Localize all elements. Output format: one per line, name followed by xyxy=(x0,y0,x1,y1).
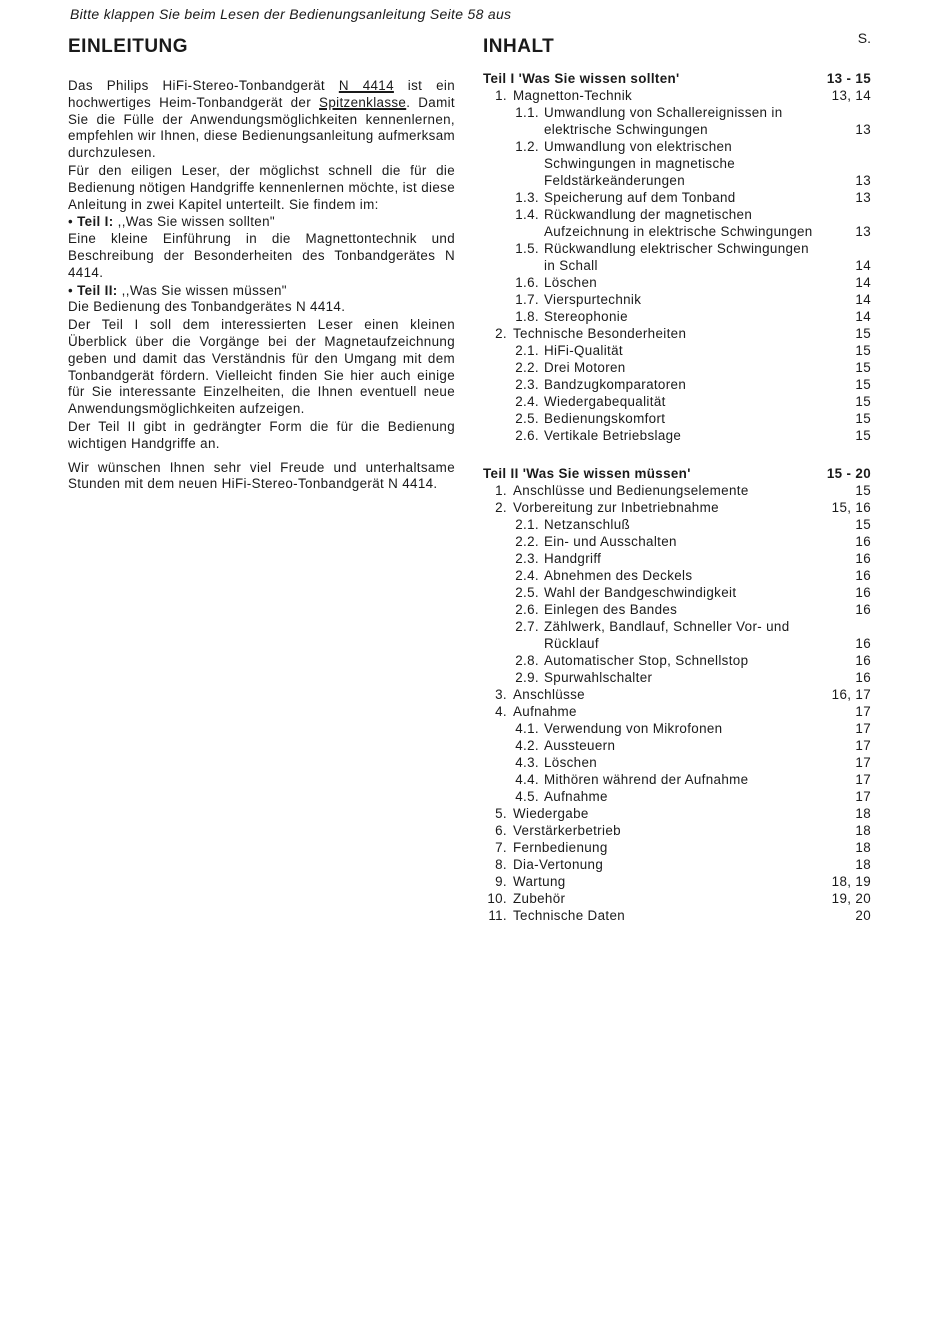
toc-entry xyxy=(483,104,881,138)
toc-entry-number: 2.2. xyxy=(515,360,539,375)
toc-entry-pages: 17 xyxy=(855,772,871,787)
toc-part-pages: 15 - 20 xyxy=(826,466,871,481)
toc-entry-number: 1.1. xyxy=(515,105,539,120)
toc-entry-pages: 18 xyxy=(855,840,871,855)
teil1-bullet: • Teil I: ,,Was Sie wissen sollten" xyxy=(68,214,275,230)
toc-entry-label: Anschlüsse und Bedienungselemente xyxy=(513,483,749,498)
toc-entry-label: Wartung xyxy=(513,874,566,889)
toc-entry-pages: 15 xyxy=(855,360,871,375)
toc-entry xyxy=(483,907,881,924)
toc-entry-pages: 18 xyxy=(855,823,871,838)
toc-entry-pages: 15 xyxy=(855,326,871,341)
toc-entry-pages: 17 xyxy=(855,755,871,770)
model-number: N 4414 xyxy=(338,78,394,93)
toc-entry-label: Dia-Vertonung xyxy=(513,857,604,872)
toc-entry-number: 2.1. xyxy=(515,343,539,358)
toc-entry xyxy=(483,533,881,550)
toc-entry-pages: 16 xyxy=(855,551,871,566)
toc-entry xyxy=(483,240,881,274)
toc-entry-number: 4.4. xyxy=(515,772,539,787)
toc-entry-number: 2.5. xyxy=(515,411,539,426)
toc-entry xyxy=(483,274,881,291)
toc-entry-label: Speicherung auf dem Tonband xyxy=(544,190,736,205)
toc-entry xyxy=(483,584,881,601)
toc-entry-pages: 16 xyxy=(855,568,871,583)
toc-entry-label: Anschlüsse xyxy=(513,687,585,702)
toc-entry-pages: 13 xyxy=(855,122,871,137)
toc-entry xyxy=(483,669,881,686)
toc-entry xyxy=(483,516,881,533)
toc-entry-pages: 14 xyxy=(855,258,871,273)
toc-entry-label: Netzanschluß xyxy=(544,517,631,532)
toc-part-1 xyxy=(483,70,881,444)
toc-entry-number: 1. xyxy=(495,483,507,498)
toc-entry-label: Technische Daten xyxy=(513,908,626,923)
intro-paragraph-5: Wir wünschen Ihnen sehr viel Freude und unterhaltsame Stunden mit dem neuen HiFi-Stereo-Tonbandgerät N 4414. xyxy=(68,459,455,492)
toc-entry-label: Fernbedienung xyxy=(513,840,608,855)
toc-entry-label: HiFi-Qualität xyxy=(544,343,623,358)
toc-entry-pages: 13, 14 xyxy=(831,88,871,103)
toc-entry-number: 9. xyxy=(495,874,507,889)
toc-entry-number: 1.4. xyxy=(515,207,539,222)
toc-entry-number: 1.8. xyxy=(515,309,539,324)
toc-entry-label: Automatischer Stop, Schnellstop xyxy=(544,653,749,668)
toc-entry-number: 2.3. xyxy=(515,551,539,566)
toc-entry-label: Löschen xyxy=(544,275,598,290)
toc-entry-number: 3. xyxy=(495,687,507,702)
toc-entry-number: 4.3. xyxy=(515,755,539,770)
toc-entry xyxy=(483,873,881,890)
toc-entry-number: 2.6. xyxy=(515,428,539,443)
toc-entry xyxy=(483,550,881,567)
toc-entry-label: Stereophonie xyxy=(544,309,628,324)
toc-entry-number: 2.2. xyxy=(515,534,539,549)
toc-entry-pages: 15 xyxy=(855,428,871,443)
toc-part-2 xyxy=(483,465,881,924)
toc-entry-label: Umwandlung von elektrischen Schwingungen in magnetische Feldstärkeänderungen xyxy=(544,139,736,188)
toc-entry-label: Zubehör xyxy=(513,891,566,906)
toc-entry-label: Handgriff xyxy=(544,551,602,566)
toc-entry-number: 4. xyxy=(495,704,507,719)
toc-entry-pages: 14 xyxy=(855,292,871,307)
toc-entry-number: 1.6. xyxy=(515,275,539,290)
toc-entry-label: Wahl der Bandgeschwindigkeit xyxy=(544,585,737,600)
toc-entry-number: 6. xyxy=(495,823,507,838)
toc-entry-pages: 19, 20 xyxy=(831,891,871,906)
toc-entry-number: 4.1. xyxy=(515,721,539,736)
toc-entry-pages: 15 xyxy=(855,377,871,392)
toc-entry-number: 1.7. xyxy=(515,292,539,307)
toc-entry-number: 11. xyxy=(488,908,507,923)
toc-entry-pages: 18, 19 xyxy=(831,874,871,889)
toc-entry-number: 1.5. xyxy=(515,241,539,256)
intro-paragraph-4: Der Teil II gibt in gedrängter Form die für die Bedienung wichtigen Handgriffe an. xyxy=(68,418,455,451)
toc-entry-label: Rückwandlung der magnetischen Aufzeichnung in elektrische Schwingungen xyxy=(544,207,813,239)
toc-entry-label: Vorbereitung zur Inbetriebnahme xyxy=(513,500,719,515)
toc-part-label: Teil II 'Was Sie wissen müssen' xyxy=(483,466,691,481)
toc-entry-label: Mithören während der Aufnahme xyxy=(544,772,749,787)
intro-paragraph-3: Der Teil I soll dem interessierten Leser einen kleinen Überblick über die Vorgänge bei der Magnetaufzeichnung geben und damit das Verständnis für den Umgang mit dem Tonbandgerät fördern. Vielleicht finden Sie hier auch einige für Sie interessante Einzelheiten, die Ihnen eventuell neue Anwendungsmöglichkeiten aufzeigen. xyxy=(68,317,455,417)
toc-entry-pages: 13 xyxy=(855,190,871,205)
toc-entry xyxy=(483,839,881,856)
toc-entry-number: 10. xyxy=(487,891,507,906)
toc-entry-number: 2.5. xyxy=(515,585,539,600)
toc-entry xyxy=(483,601,881,618)
toc-entry-label: Bedienungskomfort xyxy=(544,411,666,426)
toc-entry xyxy=(483,890,881,907)
toc-entry xyxy=(483,737,881,754)
toc-entry-pages: 15 xyxy=(855,483,871,498)
toc-entry-label: Ein- und Ausschalten xyxy=(544,534,677,549)
toc-entry-number: 8. xyxy=(495,857,507,872)
toc-entry xyxy=(483,325,881,342)
toc-part-pages: 13 - 15 xyxy=(826,71,871,86)
toc-entry-number: 2.6. xyxy=(515,602,539,617)
teil2-bullet: • Teil II: ,,Was Sie wissen müssen" xyxy=(68,282,287,298)
toc-entry-label: Bandzugkomparatoren xyxy=(544,377,687,392)
toc-entry-pages: 15 xyxy=(855,517,871,532)
toc-entry-pages: 16 xyxy=(855,636,871,651)
toc-entry xyxy=(483,308,881,325)
toc-entry-pages: 15, 16 xyxy=(831,500,871,515)
toc-entry-pages: 16 xyxy=(855,534,871,549)
toc-entry-number: 4.5. xyxy=(515,789,539,804)
toc-entry xyxy=(483,754,881,771)
toc-entry-pages: 17 xyxy=(855,789,871,804)
toc-entry-label: Technische Besonderheiten xyxy=(513,326,687,341)
toc-entry-pages: 15 xyxy=(855,343,871,358)
toc-entry xyxy=(483,427,881,444)
toc-entry xyxy=(483,359,881,376)
toc-entry xyxy=(483,686,881,703)
toc-entry xyxy=(483,567,881,584)
toc-entry-number: 2. xyxy=(495,326,507,341)
toc-entry-pages: 13 xyxy=(855,173,871,188)
toc-entry xyxy=(483,138,881,189)
toc-title: INHALT xyxy=(483,36,555,57)
toc-entry-number: 1.2. xyxy=(515,139,539,154)
toc-entry-number: 2.8. xyxy=(515,653,539,668)
teil1-description: Eine kleine Einführung in die Magnettontechnik und Beschreibung der Besonderheiten des Tonbandgerätes N 4414. xyxy=(68,231,455,280)
table-of-contents xyxy=(483,28,881,924)
toc-entry-label: Rückwandlung elektrischer Schwingungen in Schall xyxy=(544,241,809,273)
toc-entry-pages: 17 xyxy=(855,721,871,736)
toc-part-label: Teil I 'Was Sie wissen sollten' xyxy=(483,71,680,86)
toc-entry-number: 4.2. xyxy=(515,738,539,753)
toc-entry-label: Aufnahme xyxy=(544,789,608,804)
toc-entry-number: 2. xyxy=(495,500,507,515)
toc-entry-pages: 15 xyxy=(855,411,871,426)
toc-entry xyxy=(483,291,881,308)
toc-entry-number: 2.9. xyxy=(515,670,539,685)
toc-part-heading xyxy=(483,70,881,87)
toc-entry-pages: 16 xyxy=(855,602,871,617)
toc-entry xyxy=(483,822,881,839)
toc-part-heading xyxy=(483,465,881,482)
toc-entry xyxy=(483,499,881,516)
class-word: Spitzenklasse xyxy=(319,94,407,110)
toc-entry-label: Abnehmen des Deckels xyxy=(544,568,693,583)
toc-entry-label: Wiedergabe xyxy=(513,806,589,821)
toc-entry-pages: 16, 17 xyxy=(831,687,871,702)
toc-entry xyxy=(483,720,881,737)
toc-entry-label: Löschen xyxy=(544,755,598,770)
toc-entry-pages: 13 xyxy=(855,224,871,239)
toc-entry xyxy=(483,206,881,240)
toc-entry xyxy=(483,393,881,410)
toc-entry-pages: 17 xyxy=(855,738,871,753)
toc-entry-label: Vierspurtechnik xyxy=(544,292,642,307)
toc-entry-number: 2.4. xyxy=(515,568,539,583)
toc-entry xyxy=(483,703,881,720)
toc-entry xyxy=(483,788,881,805)
toc-entry-pages: 17 xyxy=(855,704,871,719)
toc-entry-label: Magnetton-Technik xyxy=(513,88,633,103)
toc-entry xyxy=(483,342,881,359)
toc-entry-label: Umwandlung von Schallereignissen in elektrische Schwingungen xyxy=(544,105,783,137)
toc-entry xyxy=(483,618,881,652)
intro-paragraph-1: Das Philips HiFi-Stereo-Tonbandgerät N 4414 ist ein hochwertiges Heim-Tonbandgerät der Spitzenklasse. Damit Sie die Fülle der Anwendungsmöglichkeiten kennenlernen, empfehlen wir Ihnen, diese Bedienungsanleitung aufmerksam durchzulesen. xyxy=(68,78,455,161)
toc-page-header: S. xyxy=(857,30,871,46)
toc-entry-number: 2.3. xyxy=(515,377,539,392)
toc-entry-label: Aussteuern xyxy=(544,738,616,753)
toc-entry-label: Verstärkerbetrieb xyxy=(513,823,621,838)
toc-entry-number: 7. xyxy=(495,840,507,855)
toc-entry-pages: 14 xyxy=(855,309,871,324)
toc-entry-label: Drei Motoren xyxy=(544,360,626,375)
toc-entry xyxy=(483,376,881,393)
toc-entry-pages: 16 xyxy=(855,670,871,685)
toc-entry xyxy=(483,410,881,427)
toc-entry-pages: 15 xyxy=(855,394,871,409)
toc-entry-label: Zählwerk, Bandlauf, Schneller Vor- und Rücklauf xyxy=(544,619,790,651)
toc-entry-label: Wiedergabequalität xyxy=(544,394,666,409)
toc-entry-number: 1.3. xyxy=(515,190,539,205)
teil2-description: Die Bedienung des Tonbandgerätes N 4414. xyxy=(68,299,346,315)
toc-entry-number: 2.1. xyxy=(515,517,539,532)
toc-entry-pages: 16 xyxy=(855,653,871,668)
toc-entry-label: Spurwahlschalter xyxy=(544,670,653,685)
toc-entry-pages: 16 xyxy=(855,585,871,600)
introduction-title: EINLEITUNG xyxy=(68,36,189,57)
intro-paragraph-2: Für den eiligen Leser, der möglichst schnell die für die Bedienung nötigen Handgriffe kennenlernen möchte, ist diese Anleitung in zwei Kapitel unterteilt. Sie findem im: xyxy=(68,162,455,212)
toc-entry xyxy=(483,189,881,206)
toc-entry-pages: 20 xyxy=(855,908,871,923)
toc-entry-number: 5. xyxy=(495,806,507,821)
toc-entry xyxy=(483,805,881,822)
toc-entry-number: 1. xyxy=(495,88,507,103)
toc-entry xyxy=(483,771,881,788)
toc-entry-number: 2.7. xyxy=(515,619,539,634)
toc-entry xyxy=(483,652,881,669)
toc-entry-label: Aufnahme xyxy=(513,704,577,719)
toc-entry-label: Einlegen des Bandes xyxy=(544,602,678,617)
introduction-section xyxy=(68,36,455,494)
toc-entry-pages: 14 xyxy=(855,275,871,290)
toc-entry-pages: 18 xyxy=(855,857,871,872)
toc-entry xyxy=(483,856,881,873)
toc-entry xyxy=(483,482,881,499)
toc-entry-pages: 18 xyxy=(855,806,871,821)
toc-entry-label: Vertikale Betriebslage xyxy=(544,428,682,443)
foldout-note: Bitte klappen Sie beim Lesen der Bedienungsanleitung Seite 58 aus xyxy=(70,6,512,22)
toc-entry xyxy=(483,87,881,104)
toc-entry-number: 2.4. xyxy=(515,394,539,409)
toc-entry-label: Verwendung von Mikrofonen xyxy=(544,721,723,736)
